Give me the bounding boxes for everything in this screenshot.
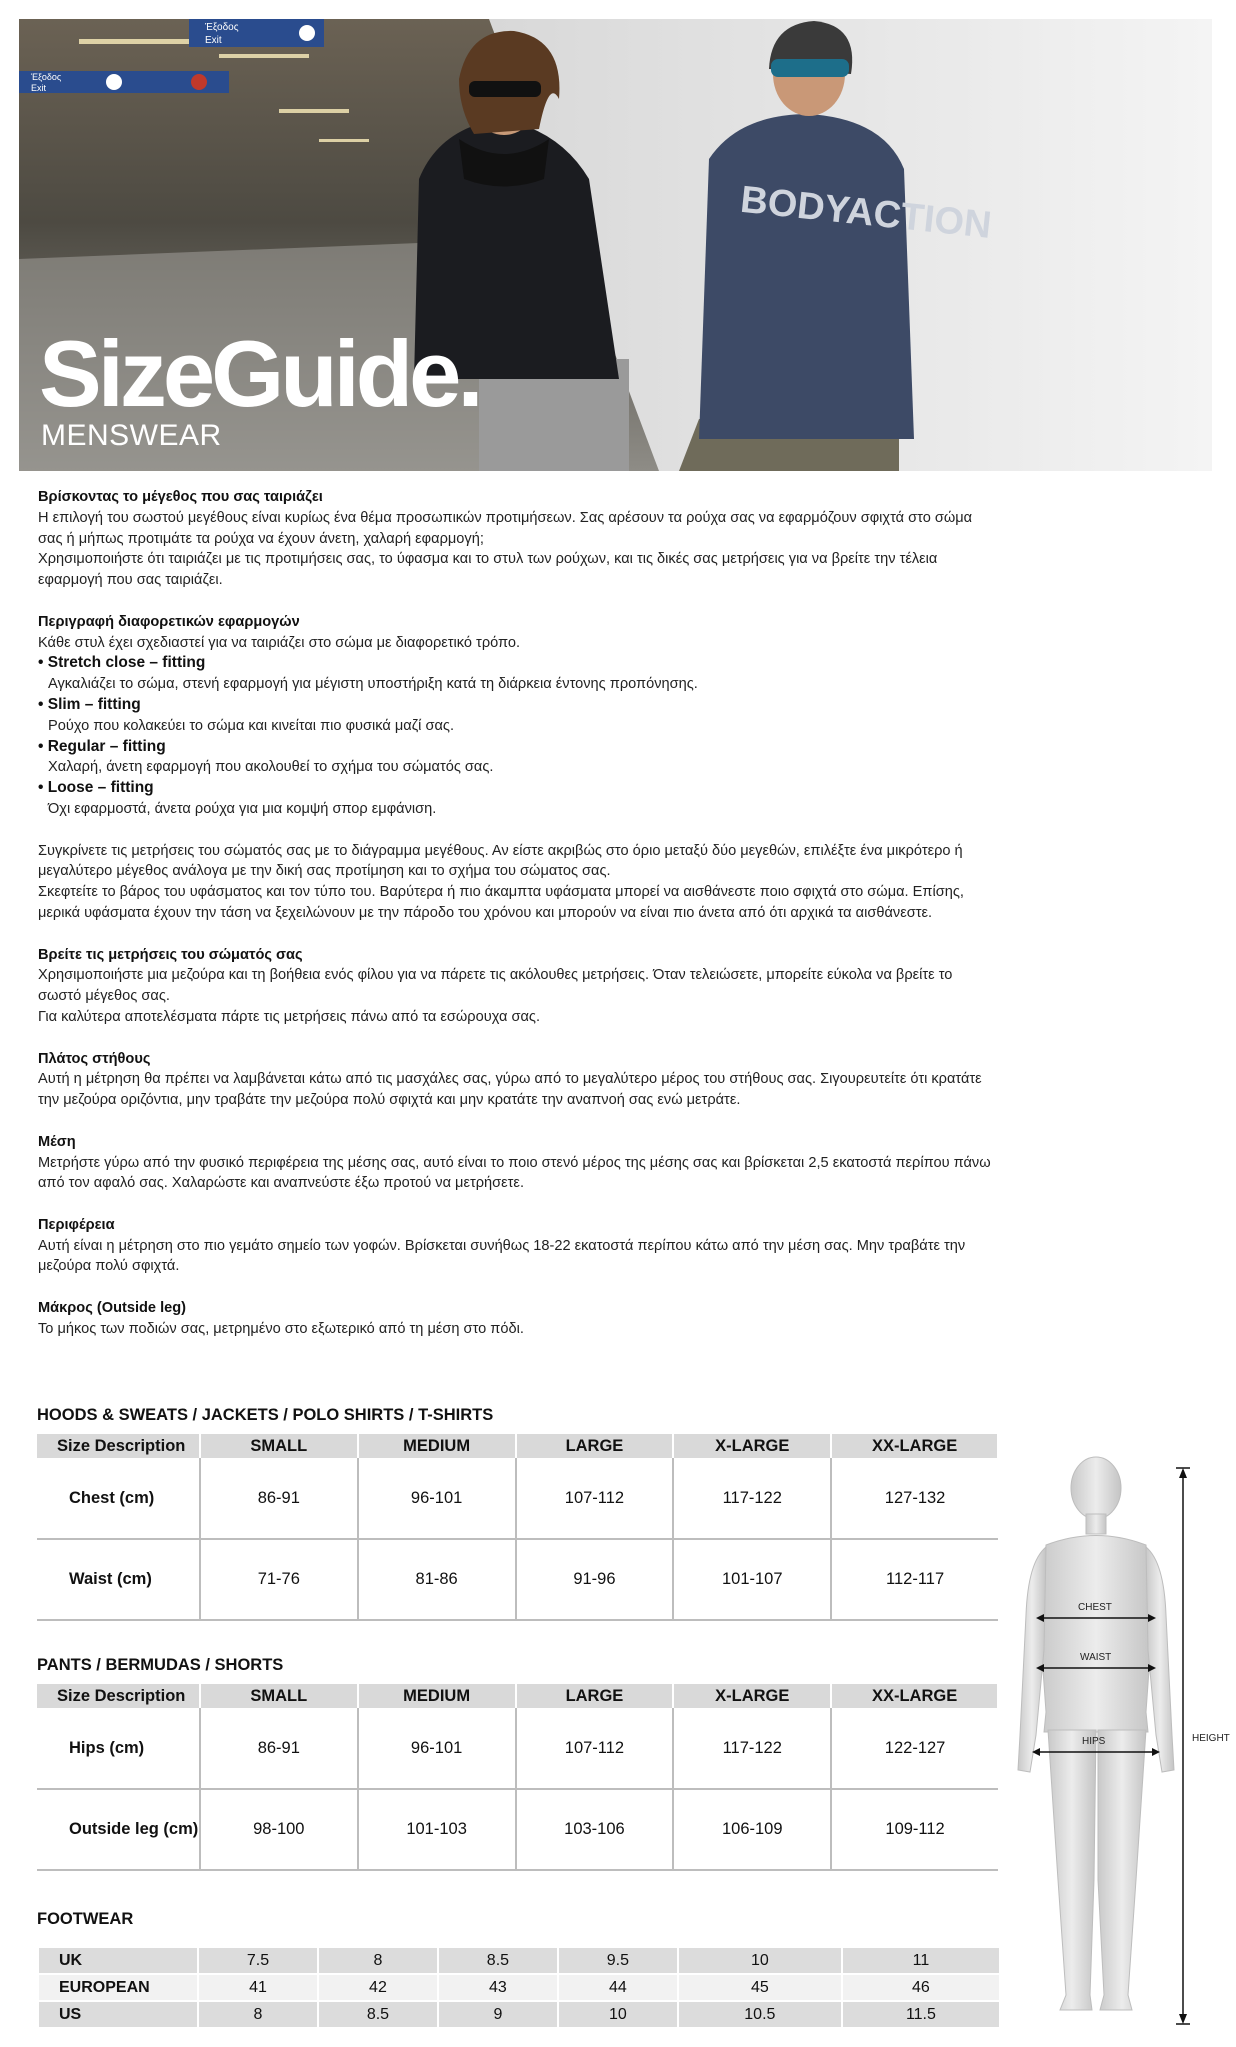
hero-banner xyxy=(19,19,1212,471)
table-cell: 10 xyxy=(678,1947,842,1974)
leg-heading: Μάκρος (Outside leg) xyxy=(38,1300,187,1317)
table-cell: 9.5 xyxy=(558,1947,678,1974)
table-cell: 8.5 xyxy=(438,1947,558,1974)
fit-name: • Slim – fitting xyxy=(38,695,141,713)
tops-size-table xyxy=(37,1434,999,1621)
row-label: Waist (cm) xyxy=(37,1539,200,1620)
compare-paragraph: Συγκρίνετε τις μετρήσεις του σώματός σας με το διάγραμμα μεγέθους. Αν είστε ακριβώς στο όριο μεταξύ δύο μεγεθών, επιλέξτε ένα μικρότερο ή μεγαλύτερο μέγεθος ανάλογα με την δική σας προτίμηση και το σχήμα του σώματος σας. xyxy=(38,842,963,880)
table-cell: 81-86 xyxy=(358,1539,516,1620)
svg-text:Έξοδος: Έξοδος xyxy=(205,22,239,33)
table-cell: 101-103 xyxy=(358,1789,516,1870)
table-cell: 41 xyxy=(198,1974,318,2001)
table-cell: 9 xyxy=(438,2001,558,2028)
table-cell: 127-132 xyxy=(831,1458,998,1539)
body-silhouette-icon xyxy=(1000,1450,1236,2040)
pants-table-title: PANTS / BERMUDAS / SHORTS xyxy=(37,1656,284,1674)
waist-paragraph: Μετρήστε γύρω από την φυσικό περιφέρεια της μέσης σας, αυτό είναι το ποιο στενό μέρος της μέσης σας και βρίσκεται 2,5 εκατοστά περίπου πάνω από τον αφαλό σας. Χαλαρώστε και αναπνεύστε έξω προτού να μετρήσετε. xyxy=(38,1154,991,1192)
table-cell: 8.5 xyxy=(318,2001,438,2028)
row-label: Outside leg (cm) xyxy=(37,1789,200,1870)
row-label: Hips (cm) xyxy=(37,1708,200,1789)
table-cell: 10.5 xyxy=(678,2001,842,2028)
body-measurement-figure xyxy=(1000,1450,1236,2040)
fit-name: • Regular – fitting xyxy=(38,737,166,755)
table-cell: 107-112 xyxy=(516,1708,674,1789)
table-cell: 122-127 xyxy=(831,1708,998,1789)
row-label: US xyxy=(38,2001,198,2028)
chest-paragraph: Αυτή η μέτρηση θα πρέπει να λαμβάνεται κάτω από τις μασχάλες σας, γύρω από το μεγαλύτερο μέρος του στήθους σας. Σιγουρευτείτε ότι κρατάτε την μεζούρα οριζόντια, μην τραβάτε την μεζούρα πολύ σφιχτά και μην κρατάτε την αναπνοή σας ενώ μετράτε. xyxy=(38,1071,982,1109)
chest-label: CHEST xyxy=(1078,1602,1112,1613)
table-cell: 8 xyxy=(198,2001,318,2028)
fit-name: • Stretch close – fitting xyxy=(38,654,206,672)
table-header: SMALL xyxy=(200,1434,358,1458)
table-cell: 45 xyxy=(678,1974,842,2001)
footwear-size-table xyxy=(37,1946,1001,2029)
fits-intro: Κάθε στυλ έχει σχεδιαστεί για να ταιριάζει στο σώμα με διαφορετικό τρόπο. xyxy=(38,634,521,651)
table-cell: 96-101 xyxy=(358,1708,516,1789)
table-cell: 107-112 xyxy=(516,1458,674,1539)
table-row xyxy=(38,1974,1000,2001)
table-cell: 101-107 xyxy=(673,1539,831,1620)
leg-paragraph: Το μήκος των ποδιών σας, μετρημένο στο εξωτερικό από τη μέση στο πόδι. xyxy=(38,1320,524,1337)
table-header: Size Description xyxy=(37,1434,200,1458)
fits-heading: Περιγραφή διαφορετικών εφαρμογών xyxy=(38,613,300,630)
fit-description: Ρούχο που κολακεύει το σώμα και κινείται πιο φυσικά μαζί σας. xyxy=(48,717,454,734)
table-cell: 86-91 xyxy=(200,1708,358,1789)
measure-paragraph: Χρησιμοποιήστε μια μεζούρα και τη βοήθεια ενός φίλου για να πάρετε τις ακόλουθες μετρήσεις. Όταν τελειώσετε, μπορείτε εύκολα να βρείτε το σωστό μέγεθος σας. xyxy=(38,967,953,1005)
fit-description: Χαλαρή, άνετη εφαρμογή που ακολουθεί το σχήμα του σώματός σας. xyxy=(48,759,494,776)
intro-paragraph: Η επιλογή του σωστού μεγέθους είναι κυρίως ένα θέμα προσωπικών προτιμήσεων. Σας αρέσουν τα ρούχα σας να εφαρμόζουν σφιχτά στο σώμα σας ή μήπως προτιμάτε τα ρούχα να έχουν άνετη, χαλαρή εφαρμογή; xyxy=(38,509,973,547)
intro-heading: Βρίσκοντας το μέγεθος που σας ταιριάζει xyxy=(38,489,323,505)
measure-heading: Βρείτε τις μετρήσεις του σώματός σας xyxy=(38,946,303,963)
table-cell: 117-122 xyxy=(673,1458,831,1539)
table-cell: 42 xyxy=(318,1974,438,2001)
table-header: XX-LARGE xyxy=(831,1434,998,1458)
table-cell: 10 xyxy=(558,2001,678,2028)
intro-paragraph: Χρησιμοποιήστε ότι ταιριάζει με τις προτιμήσεις σας, το ύφασμα και το στυλ των ρούχων, και τις δικές σας μετρήσεις για να βρείτε την τέλεια εφαρμογή που σας ταιριάζει. xyxy=(38,551,938,589)
table-cell: 44 xyxy=(558,1974,678,2001)
guide-text xyxy=(38,487,998,1340)
table-header: XX-LARGE xyxy=(831,1684,998,1708)
table-header: LARGE xyxy=(516,1434,674,1458)
footwear-table-title: FOOTWEAR xyxy=(37,1910,134,1928)
svg-text:Exit: Exit xyxy=(205,35,222,46)
compare-paragraph: Σκεφτείτε το βάρος του υφάσματος και τον τύπο του. Βαρύτερα ή πιο άκαμπτα υφάσματα μπορεί να αισθάνεστε ποιο σφιχτά στο σώμα. Επίσης, μερικά υφάσματα έχουν την τάση να ξεχειλώνουν με την πάροδο του χρόνου και μπορούν να είναι πιο άνετα από ότι αρχικά τα αισθάνεστε. xyxy=(38,884,964,921)
svg-text:Exit: Exit xyxy=(31,83,47,93)
fit-description: Αγκαλιάζει το σώμα, στενή εφαρμογή για μέγιστη υποστήριξη κατά τη διάρκεια έντονης προπόνησης. xyxy=(48,676,698,693)
table-cell: 112-117 xyxy=(831,1539,998,1620)
table-cell: 103-106 xyxy=(516,1789,674,1870)
fit-description: Όχι εφαρμοστά, άνετα ρούχα για μια κομψή σπορ εμφάνιση. xyxy=(48,800,437,817)
table-row xyxy=(37,1539,998,1620)
table-cell: 106-109 xyxy=(673,1789,831,1870)
table-cell: 43 xyxy=(438,1974,558,2001)
table-cell: 117-122 xyxy=(673,1708,831,1789)
table-cell: 8 xyxy=(318,1947,438,1974)
waist-label: WAIST xyxy=(1080,1652,1112,1663)
table-cell: 96-101 xyxy=(358,1458,516,1539)
table-header: MEDIUM xyxy=(358,1434,516,1458)
table-header: MEDIUM xyxy=(358,1684,516,1708)
table-row xyxy=(37,1458,998,1539)
table-cell: 109-112 xyxy=(831,1789,998,1870)
svg-text:BODYACTION: BODYACTION xyxy=(738,178,994,247)
table-row xyxy=(37,1789,998,1870)
table-row xyxy=(37,1708,998,1789)
table-header: LARGE xyxy=(516,1684,674,1708)
table-header: Size Description xyxy=(37,1684,200,1708)
table-row xyxy=(38,2001,1000,2028)
row-label: EUROPEAN xyxy=(38,1974,198,2001)
table-cell: 11 xyxy=(842,1947,1000,1974)
tops-table-title: HOODS & SWEATS / JACKETS / POLO SHIRTS / T-SHIRTS xyxy=(37,1406,494,1424)
table-cell: 71-76 xyxy=(200,1539,358,1620)
hips-label: HIPS xyxy=(1082,1736,1106,1747)
pants-size-table xyxy=(37,1684,999,1871)
measure-paragraph: Για καλύτερα αποτελέσματα πάρτε τις μετρήσεις πάνω από τα εσώρουχα σας. xyxy=(38,1008,541,1025)
table-cell: 11.5 xyxy=(842,2001,1000,2028)
hips-heading: Περιφέρεια xyxy=(38,1216,115,1233)
table-header: SMALL xyxy=(200,1684,358,1708)
page-title: SizeGuide. xyxy=(39,321,480,426)
fit-name: • Loose – fitting xyxy=(38,779,154,797)
page-subtitle: MENSWEAR xyxy=(41,419,222,452)
table-cell: 91-96 xyxy=(516,1539,674,1620)
table-header: X-LARGE xyxy=(673,1434,831,1458)
table-cell: 98-100 xyxy=(200,1789,358,1870)
row-label: Chest (cm) xyxy=(37,1458,200,1539)
table-cell: 86-91 xyxy=(200,1458,358,1539)
table-row xyxy=(38,1947,1000,1974)
table-cell: 7.5 xyxy=(198,1947,318,1974)
waist-heading: Μέση xyxy=(38,1133,76,1150)
svg-text:Έξοδος: Έξοδος xyxy=(31,72,62,82)
hips-paragraph: Αυτή είναι η μέτρηση στο πιο γεμάτο σημείο των γοφών. Βρίσκεται συνήθως 18-22 εκατοστά περίπου κάτω από την μέση σας. Μην τραβάτε την μεζούρα πολύ σφιχτά. xyxy=(38,1237,966,1275)
table-header: X-LARGE xyxy=(673,1684,831,1708)
row-label: UK xyxy=(38,1947,198,1974)
height-label: HEIGHT xyxy=(1192,1733,1230,1744)
chest-heading: Πλάτος στήθους xyxy=(38,1050,151,1067)
table-cell: 46 xyxy=(842,1974,1000,2001)
